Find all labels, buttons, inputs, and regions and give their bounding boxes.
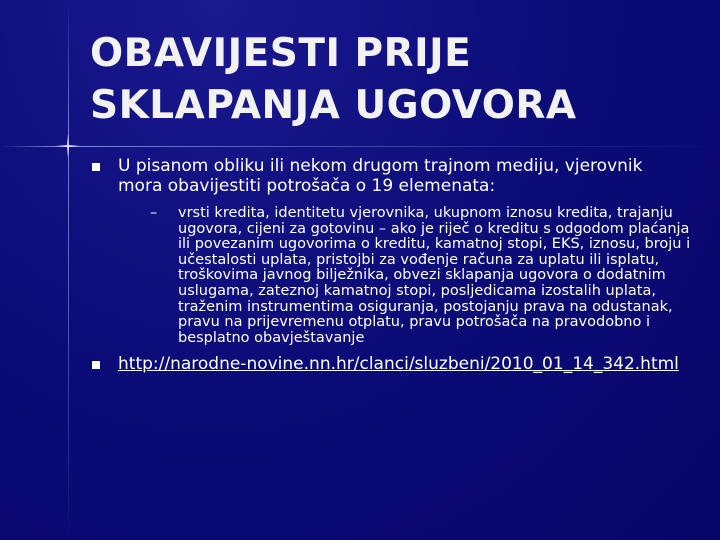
bullet-item xyxy=(88,354,688,374)
dash-marker: – xyxy=(150,205,158,221)
bullet-text: U pisanom obliku ili nekom drugom trajnom mediju, vjerovnik mora obavijestiti potrošača o 19 elemenata: xyxy=(118,156,643,196)
slide-title: OBAVIJESTI PRIJE SKLAPANJA UGOVORA xyxy=(90,31,577,128)
sparkle-icon xyxy=(56,134,80,158)
square-bullet-icon xyxy=(92,361,100,369)
decorative-horizontal-line xyxy=(0,146,720,147)
bullet-list xyxy=(88,156,691,375)
bullet-item xyxy=(88,156,691,346)
narodne-novine-link[interactable]: http://narodne-novine.nn.hr/clanci/sluzbeni/2010_01_14_342.html xyxy=(118,354,679,375)
sub-bullet-item xyxy=(118,206,698,346)
decorative-vertical-line xyxy=(68,0,69,540)
sub-bullet-text: vrsti kredita, identitetu vjerovnika, ukupnom iznosu kredita, trajanju ugovora, cijeni za gotovinu – ako je riječ o kreditu s odgodom plaćanja ili povezanim ugovorima o kreditu, kamatnoj stopi, EKS, iznosu, broju i učestalosti uplata, pristojbi za vođenje računa za uplatu ili isplatu, troškovima javnog bilježnika, obvezi sklapanja ugovora o dodatnim uslugama, zateznoj kamatnoj stopi, posljedicama izostalih uplata, traženim instrumentima osiguranja, postojanju prava na odustanak, pravu na prijevremenu otplatu, pravu potrošača na pravodobno i besplatno obavještavanje xyxy=(178,205,691,346)
square-bullet-icon xyxy=(92,163,100,171)
